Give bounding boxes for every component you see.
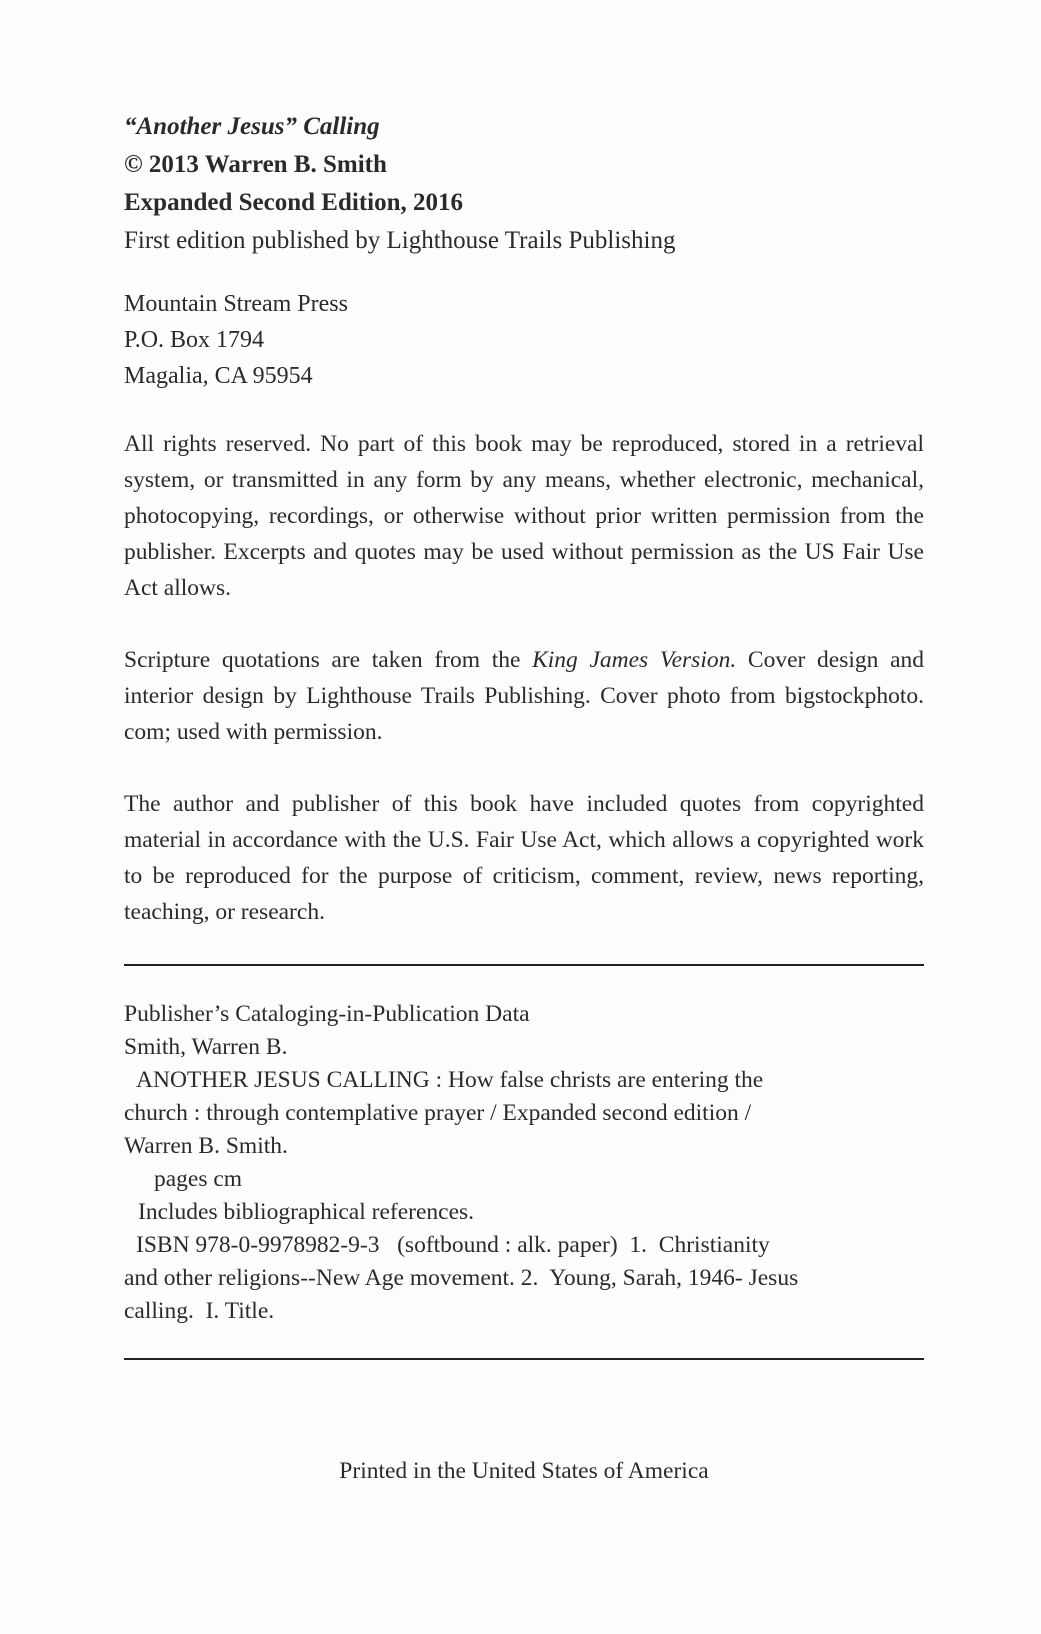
cip-title-line-3: Warren B. Smith.	[124, 1133, 288, 1159]
cip-isbn-line-2: and other religions--New Age movement. 2. Young, Sarah, 1946- Jesus	[124, 1265, 799, 1291]
scripture-text-before: Scripture quotations are taken from the	[124, 647, 533, 673]
edition-line: Expanded Second Edition, 2016	[124, 189, 463, 216]
cip-isbn-line-3: calling. I. Title.	[124, 1298, 275, 1324]
printed-in: Printed in the United States of America	[339, 1458, 709, 1484]
publisher-city: Magalia, CA 95954	[124, 363, 313, 389]
fair-use-paragraph: The author and publisher of this book have included quotes from copyrighted material in accordance with the U.S. Fair Use Act, which allows a copyrighted work to be reproduced for the purpose of criticism, comment, review, news reporting, teaching, or research.	[124, 791, 924, 925]
first-edition-line: First edition published by Lighthouse Trails Publishing	[124, 227, 676, 254]
scripture-paragraph	[124, 642, 924, 750]
cip-pages: pages cm	[154, 1166, 243, 1192]
divider-bottom	[124, 1358, 924, 1360]
scripture-version: King James Version.	[532, 647, 737, 673]
divider-top	[124, 964, 924, 966]
publisher-po-box: P.O. Box 1794	[124, 327, 265, 353]
cip-author: Smith, Warren B.	[124, 1034, 288, 1060]
cip-heading: Publisher’s Cataloging-in-Publication Data	[124, 1001, 530, 1027]
publisher-name: Mountain Stream Press	[124, 291, 348, 317]
rights-paragraph: All rights reserved. No part of this book may be reproduced, stored in a retrieval system, or transmitted in any form by any means, whether electronic, mechanical, photocopying, recordings, or otherwise without prior written permission from the publisher. Excerpts and quotes may be used without permission as the US Fair Use Act allows.	[124, 431, 924, 601]
book-title: “Another Jesus” Calling	[124, 113, 380, 140]
scripture-text-after: Cover design and interior design by Lighthouse Trails Publishing. Cover photo from bigstockphoto. com; used with permission.	[124, 647, 924, 745]
cip-block	[124, 998, 924, 1328]
copyright-page	[124, 108, 924, 1488]
cip-title-line-1: ANOTHER JESUS CALLING : How false christs are entering the	[136, 1067, 764, 1093]
copyright-line: © 2013 Warren B. Smith	[124, 151, 387, 178]
publisher-address	[124, 286, 924, 394]
title-block	[124, 108, 924, 260]
cip-title-line-2: church : through contemplative prayer / Expanded second edition /	[124, 1100, 752, 1126]
cip-includes: Includes bibliographical references.	[138, 1199, 475, 1225]
cip-isbn-line-1: ISBN 978-0-9978982-9-3 (softbound : alk. paper) 1. Christianity	[136, 1232, 770, 1258]
